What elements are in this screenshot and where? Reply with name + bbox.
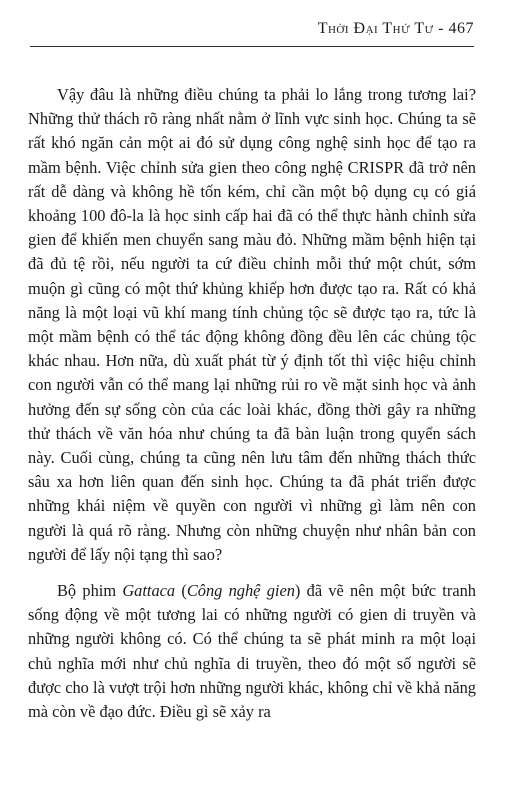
header-rule [30, 46, 474, 47]
paragraph-2-rest: ) đã vẽ nên một bức tranh sống động về một tương lai có những người có gien di truyền và những người không có. Có thể chúng ta sẽ phát minh ra một loại chủ nghĩa mới như chủ nghĩa di truyền, theo đó một số người sẽ được cho là vượt trội hơn những người khác, không chỉ về khả năng mà còn về đạo đức. Điều gì sẽ xảy ra [28, 581, 476, 722]
paragraph-2-prefix: Bộ phim [57, 581, 123, 601]
header-separator: - [433, 20, 449, 37]
running-header [30, 20, 474, 44]
film-title-vietnamese: Công nghệ gien [186, 581, 295, 601]
film-title: Gattaca [122, 581, 176, 601]
running-title: Thời Đại Thứ Tư [317, 20, 434, 37]
paragraph-1: Vậy đâu là những điều chúng ta phải lo lắng trong tương lai? Những thử thách rõ ràng nhất nằm ở lĩnh vực sinh học. Chúng ta sẽ rất khó ngăn cản một ai đó sử dụng công nghệ sinh học để tạo ra mầm bệnh. Việc chỉnh sửa gien theo công nghệ CRISPR đã trở nên rất dễ dàng và không hề tốn kém, chỉ cần một bộ dụng cụ có giá khoảng 100 đô-la là học sinh cấp hai đã có thể thực hành chỉnh sửa gien để khiến men chuyển sang màu đỏ. Những mầm bệnh hiện tại đã đủ tệ rồi, nếu người ta cứ điều chỉnh mỗi thứ một chút, sớm muộn gì cũng có một thứ khủng khiếp hơn được tạo ra. Rất có khả năng là một loại vũ khí mang tính chủng tộc sẽ được tạo ra, tức là một mầm bệnh có thể tác động không đồng đều lên các chủng tộc khác nhau. Hơn nữa, dù xuất phát từ ý định tốt thì việc hiệu chỉnh con người vẫn có thể mang lại những rủi ro về mặt sinh học và ảnh hưởng đến sự sống còn của các loài khác, đồng thời gây ra những thử thách về văn hóa như chúng ta đã bàn luận trong quyển sách này. Cuối cùng, chúng ta cũng nên lưu tâm đến những thách thức sâu xa hơn liên quan đến sinh học. Chúng ta đã phát triển được những khái niệm về quyền con người vì những gì làm nên con người là quá rõ ràng. Nhưng còn những chuyện như nhân bản con người để lấy nội tạng thì sao? [28, 85, 476, 564]
page-body [28, 83, 476, 724]
paragraph-2-paren-open: ( [175, 581, 187, 601]
paragraph-2 [28, 579, 476, 724]
page-number: 467 [448, 20, 474, 37]
